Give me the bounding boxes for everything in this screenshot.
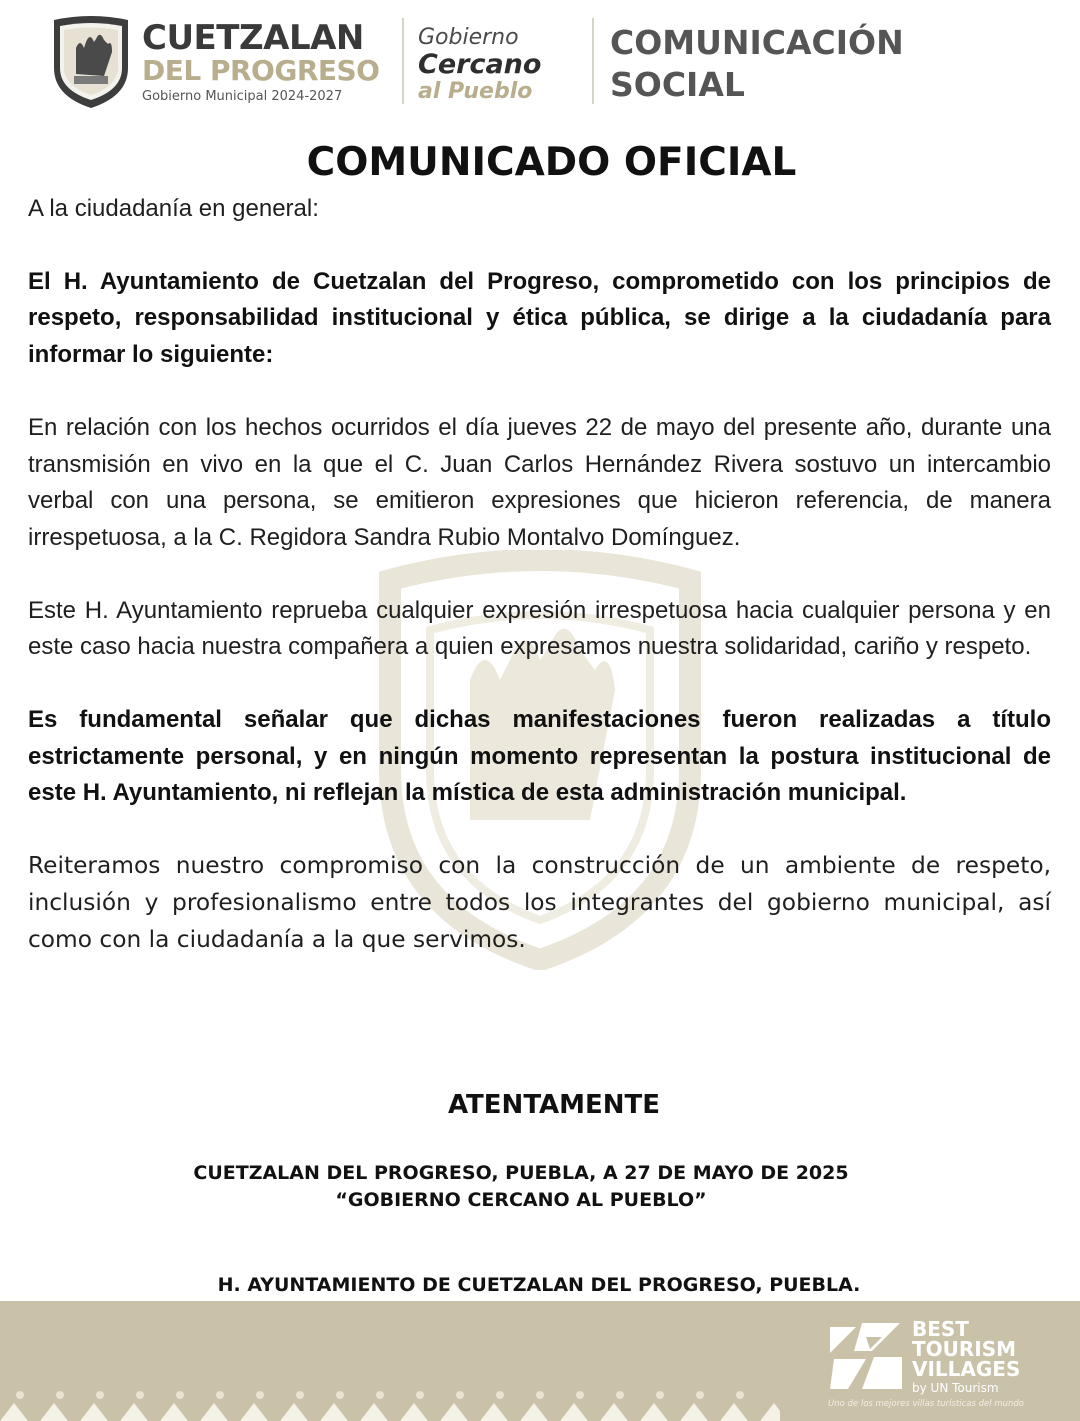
header-divider xyxy=(402,18,404,104)
best-tourism-villages-logo-icon xyxy=(826,1319,906,1393)
slogan-logo xyxy=(418,24,541,105)
greeting: A la ciudadanía en general: xyxy=(28,195,319,222)
paragraph-facts: En relación con los hechos ocurridos el día jueves 22 de mayo del presente año, durante una transmisión en vivo en la que el C. Juan Carlos Hernández Rivera sostuvo un intercambio verbal con una persona, se emitieron expresiones que hicieron referencia, de manera irrespetuosa, a la C. Regidora Sandra Rubio Montalvo Domínguez. xyxy=(28,413,1051,551)
best-tourism-villages-badge xyxy=(826,1319,1046,1415)
footer-band xyxy=(0,1301,1080,1421)
slogan-line1: Gobierno xyxy=(418,25,519,50)
slogan-line3: al Pueblo xyxy=(418,79,533,104)
document-body xyxy=(28,140,1051,958)
motto: “GOBIERNO CERCANO AL PUEBLO” xyxy=(335,1189,707,1211)
paragraph-clarification: Es fundamental señalar que dichas manifestaciones fueron realizadas a título estrictamente personal, y en ningún momento representan la postura institucional de este H. Ayuntamiento, ni reflejan la mística de esta administración municipal. xyxy=(28,706,1051,807)
department-name xyxy=(610,22,904,106)
municipality-period: Gobierno Municipal 2024-2027 xyxy=(142,89,343,104)
department-line2: SOCIAL xyxy=(610,65,745,104)
municipal-shield-icon xyxy=(50,14,132,110)
embroidery-pattern-icon xyxy=(0,1381,780,1421)
municipality-name xyxy=(142,20,379,106)
letterhead xyxy=(0,0,1080,120)
place-and-date-block xyxy=(0,1160,1042,1214)
closing: ATENTAMENTE xyxy=(447,1090,661,1120)
place-date: CUETZALAN DEL PROGRESO, PUEBLA, A 27 DE MAYO DE 2025 xyxy=(193,1162,849,1184)
award-line1: BEST xyxy=(912,1317,969,1341)
municipality-line2: DEL PROGRESO xyxy=(142,54,380,87)
award-line3: VILLAGES xyxy=(912,1357,1021,1381)
header-divider xyxy=(592,18,594,104)
award-by: by UN Tourism xyxy=(912,1381,999,1395)
paragraph-intro: El H. Ayuntamiento de Cuetzalan del Progreso, comprometido con los principios de respeto, responsabilidad institucional y ética pública, se dirige a la ciudadanía para informar lo siguiente: xyxy=(28,267,1051,369)
municipality-line1: CUETZALAN xyxy=(142,18,364,58)
award-line2: TOURISM xyxy=(912,1337,1017,1361)
department-line1: COMUNICACIÓN xyxy=(610,23,904,62)
award-tagline: Uno de los mejores villas turísticas del mundo xyxy=(828,1399,1024,1409)
document-title: COMUNICADO OFICIAL xyxy=(306,140,797,185)
slogan-line2: Cercano xyxy=(418,49,542,80)
signature: H. AYUNTAMIENTO DE CUETZALAN DEL PROGRESO, PUEBLA. xyxy=(217,1274,861,1296)
paragraph-condemnation: Este H. Ayuntamiento reprueba cualquier expresión irrespetuosa hacia cualquier persona y en este caso hacia nuestra compañera a quien expresamos nuestra solidaridad, cariño y respeto. xyxy=(28,596,1051,661)
paragraph-commitment: Reiteramos nuestro compromiso con la construcción de un ambiente de respeto, inclusión y profesionalismo entre todos los integrantes del gobierno municipal, así como con la ciudadanía a la que servimos. xyxy=(28,852,1051,953)
award-name xyxy=(912,1319,1020,1379)
